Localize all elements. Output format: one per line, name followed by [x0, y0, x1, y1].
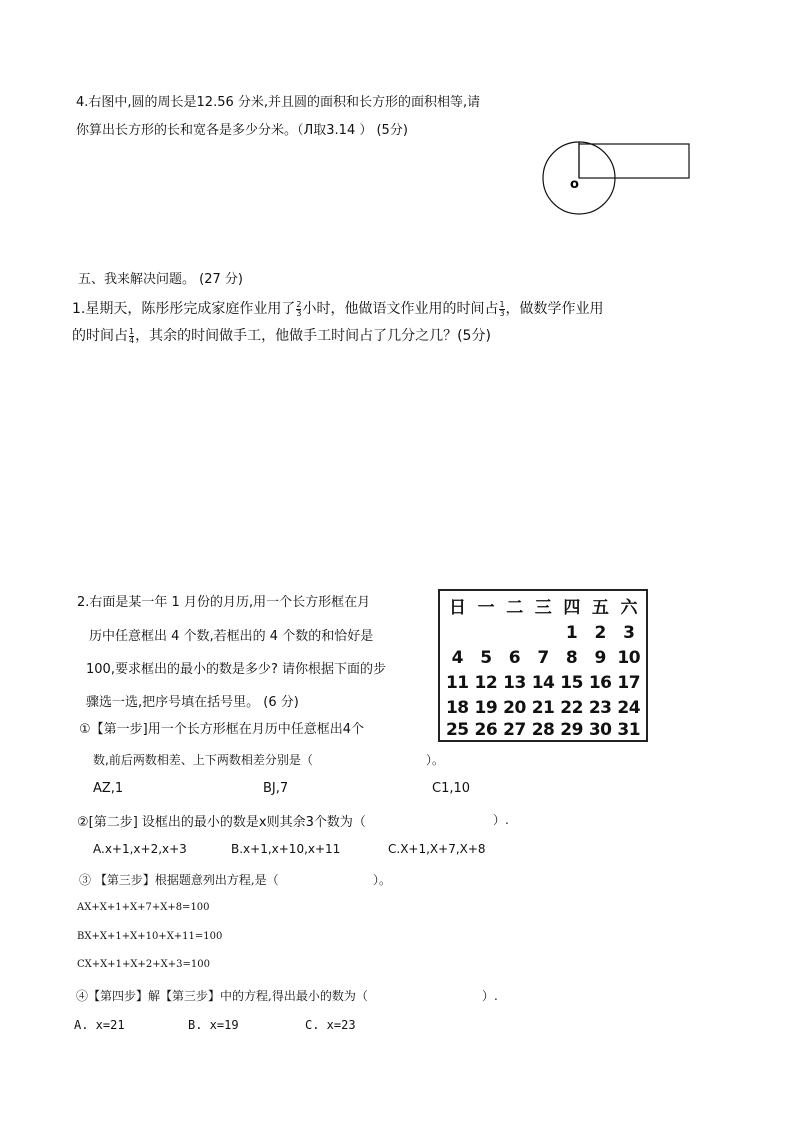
weekday-header: 五 [591, 598, 609, 618]
calendar-day: 25 [445, 720, 469, 740]
calendar-day: 7 [537, 648, 549, 668]
step3-option-b: BX+X+1+X+10+X+11=100 [77, 931, 223, 942]
q4-line1: 4.右图中,圆的周长是12.56 分米,并且圆的面积和长方形的面积相等,请 [76, 95, 481, 110]
calendar-day: 1 [565, 623, 578, 643]
calendar-day: 15 [560, 673, 583, 693]
calendar-day: 20 [503, 698, 526, 718]
p1-line1-b: 小时，他做语文作业用的时间占 [302, 301, 499, 317]
calendar-day: 3 [623, 623, 635, 643]
calendar-day [529, 622, 558, 644]
step2-option-b: B.x+1,x+10,x+11 [231, 842, 341, 856]
section-title: 五、我来解决问题。 (27 分) [78, 272, 243, 287]
fraction-one-quarter [129, 328, 134, 345]
calendar-day: 28 [531, 720, 555, 740]
step4-line: ④【第四步】解【第三步】中的方程,得出最小的数为（ [76, 989, 368, 1003]
calendar-week-row [443, 622, 643, 644]
calendar-day [472, 622, 501, 644]
calendar-day: 30 [588, 720, 612, 740]
step1-line1: ①【第一步]用一个长方形框在月历中任意框出4个 [79, 722, 364, 737]
circle-rectangle-figure [536, 138, 698, 218]
fraction-one-third [499, 301, 504, 318]
calendar-day: 14 [531, 673, 555, 693]
step1-option-a: AZ,1 [93, 781, 124, 796]
calendar-day: 27 [503, 720, 526, 740]
weekday-header: 三 [534, 598, 552, 618]
step3-option-a: AX+X+1+X+7+X+8=100 [77, 902, 210, 913]
step4-option-c: C. x=23 [305, 1018, 356, 1032]
weekday-header: 日 [449, 598, 466, 618]
calendar-day: 13 [503, 673, 526, 693]
p1-line2-b: ，其余的时间做手工，他做手工时间占了几分之几？(5分) [135, 328, 491, 344]
calendar-day: 4 [451, 648, 463, 668]
step3-option-c: CX+X+1+X+2+X+3=100 [77, 959, 210, 970]
calendar-day: 16 [588, 673, 612, 693]
step1-close-paren: ）。 [426, 753, 445, 767]
step3-close-paren: ）。 [373, 873, 392, 887]
calendar-header-row [443, 597, 643, 619]
frac2-num: 1 [499, 299, 505, 309]
q4-line2: 你算出长方形的长和宽各是多少分米。（Л取3.14 ） (5分) [76, 123, 408, 138]
p2-line1: 2.右面是某一年 1 月份的月历,用一个长方形框在月 [77, 595, 371, 610]
step2-close-paren: ）. [493, 813, 509, 827]
calendar-day: 8 [565, 648, 578, 668]
p1-line1-c: ，做数学作业用 [505, 301, 604, 317]
p1-line1 [72, 298, 604, 318]
weekday-header: 六 [620, 598, 637, 618]
p1-line2 [72, 325, 491, 345]
step4-option-b: B. x=19 [188, 1018, 239, 1032]
calendar-day: 11 [445, 673, 469, 693]
calendar-day: 23 [588, 698, 612, 718]
frac3-den: 4 [129, 335, 135, 345]
calendar-day: 21 [531, 698, 555, 718]
p2-line2: 历中任意框出 4 个数,若框出的 4 个数的和恰好是 [89, 629, 374, 644]
p1-line1-a: 1.星期天，陈彤彤完成家庭作业用了 [72, 301, 296, 317]
calendar-day [443, 622, 472, 644]
center-label: o [570, 177, 579, 192]
step4-option-a: A. x=21 [74, 1018, 125, 1032]
step2-option-c: C.X+1,X+7,X+8 [388, 842, 486, 856]
calendar-day: 9 [594, 648, 606, 668]
p1-line2-a: 的时间占 [72, 328, 128, 344]
calendar-day: 19 [474, 698, 498, 718]
calendar-day: 6 [508, 648, 521, 668]
step1-line2: 数,前后两数相差、上下两数相差分别是（ [93, 753, 313, 767]
calendar-day: 5 [480, 648, 492, 668]
rectangle-shape [579, 144, 689, 178]
calendar-day: 17 [617, 673, 641, 693]
weekday-header: 四 [563, 598, 580, 618]
calendar-day: 29 [560, 720, 583, 740]
step2-option-a: A.x+1,x+2,x+3 [93, 842, 187, 856]
step2-line: ②[第二步] 设框出的最小的数是x则其余3个数为（ [77, 815, 366, 830]
calendar-week-row [443, 672, 643, 694]
step1-option-c: C1,10 [432, 781, 471, 796]
calendar-week-row [443, 719, 643, 741]
step3-line: ③ 【第三步】根据题意列出方程,是（ [79, 873, 279, 887]
weekday-header: 一 [477, 598, 495, 618]
calendar-day: 31 [617, 720, 641, 740]
calendar-day: 18 [445, 698, 469, 718]
fraction-two-thirds [296, 301, 301, 318]
frac2-den: 3 [499, 308, 505, 318]
p2-line3: 100,要求框出的最小的数是多少? 请你根据下面的步 [86, 662, 386, 677]
calendar-day [500, 622, 529, 644]
frac3-num: 1 [129, 326, 135, 336]
frac1-num: 2 [296, 299, 302, 309]
calendar-week-row [443, 697, 643, 719]
calendar-day: 12 [474, 673, 498, 693]
step1-option-b: BJ,7 [263, 781, 289, 796]
calendar-day: 10 [617, 648, 641, 668]
calendar-day: 26 [474, 720, 498, 740]
calendar-week-row [443, 647, 643, 669]
calendar-day: 24 [617, 698, 641, 718]
calendar-day: 2 [594, 623, 606, 643]
calendar-day: 22 [560, 698, 583, 718]
weekday-header: 二 [506, 598, 523, 618]
p2-line4: 骤选一选,把序号填在括号里。 (6 分) [86, 695, 299, 710]
step4-close-paren: ）. [482, 989, 498, 1003]
january-calendar [438, 589, 648, 742]
frac1-den: 3 [296, 308, 302, 318]
